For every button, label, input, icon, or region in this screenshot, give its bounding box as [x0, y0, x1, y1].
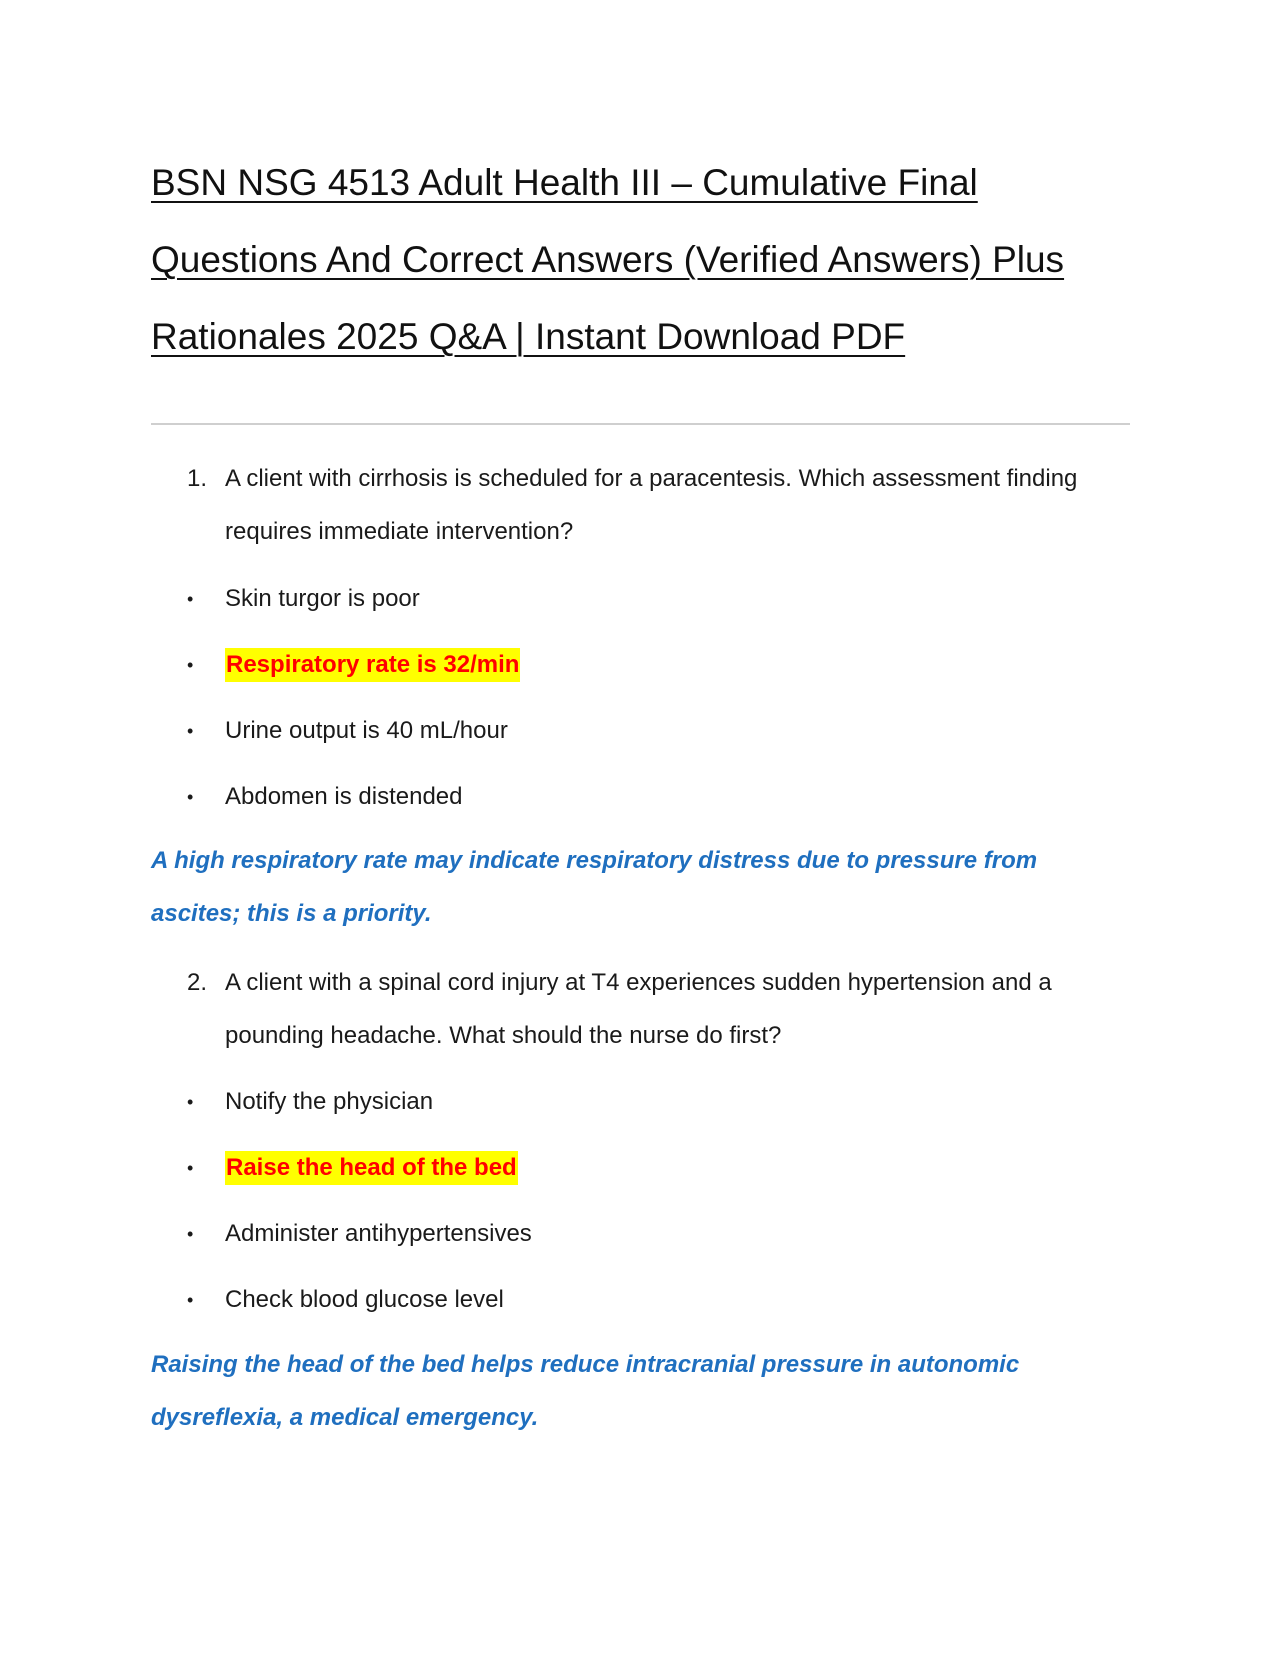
rationale-2: Raising the head of the bed helps reduce intracranial pressure in autonomic dysreflexia, a medical emergency.	[151, 1351, 1020, 1431]
answer-option	[187, 582, 1087, 616]
horizontal-divider	[151, 423, 1130, 425]
question-number: 1.	[187, 465, 208, 492]
answer-option	[187, 1283, 1087, 1317]
title-line-2: Questions And Correct Answers (Verified Answers) Plus	[151, 239, 1065, 280]
question-1	[187, 452, 1117, 558]
question-2	[187, 956, 1117, 1062]
rationale-1: A high respiratory rate may indicate respiratory distress due to pressure from ascites; this is a priority.	[151, 847, 1038, 927]
bullet-icon: •	[187, 589, 194, 609]
answer-option	[187, 1085, 1087, 1119]
answer-option	[187, 1217, 1087, 1251]
bullet-icon: •	[187, 1224, 194, 1244]
answer-option-label: Administer antihypertensives	[225, 1220, 532, 1247]
question-text: A client with cirrhosis is scheduled for a paracentesis. Which assessment finding requires immediate intervention?	[225, 465, 1078, 545]
document-title	[151, 144, 1141, 375]
question-number: 2.	[187, 969, 208, 996]
bullet-icon: •	[187, 1092, 194, 1112]
bullet-icon: •	[187, 721, 194, 741]
title-line-3: Rationales 2025 Q&A | Instant Download PDF	[151, 316, 906, 357]
bullet-icon: •	[187, 655, 194, 675]
answer-option	[187, 780, 1087, 814]
bullet-icon: •	[187, 787, 194, 807]
question-text: A client with a spinal cord injury at T4 experiences sudden hypertension and a pounding headache. What should the nurse do first?	[225, 969, 1052, 1049]
correct-answer-option	[187, 648, 1087, 682]
answer-option-label: Raise the head of the bed	[225, 1151, 518, 1185]
bullet-icon: •	[187, 1158, 194, 1178]
answer-option-label: Check blood glucose level	[225, 1286, 504, 1313]
answer-option-label: Urine output is 40 mL/hour	[225, 717, 508, 744]
correct-answer-option	[187, 1151, 1087, 1185]
title-line-1: BSN NSG 4513 Adult Health III – Cumulative Final	[151, 162, 978, 203]
answer-option-label: Abdomen is distended	[225, 783, 463, 810]
answer-option-label: Notify the physician	[225, 1088, 434, 1115]
answer-option-label: Skin turgor is poor	[225, 585, 420, 612]
bullet-icon: •	[187, 1290, 194, 1310]
answer-option	[187, 714, 1087, 748]
answer-option-label: Respiratory rate is 32/min	[225, 648, 520, 682]
